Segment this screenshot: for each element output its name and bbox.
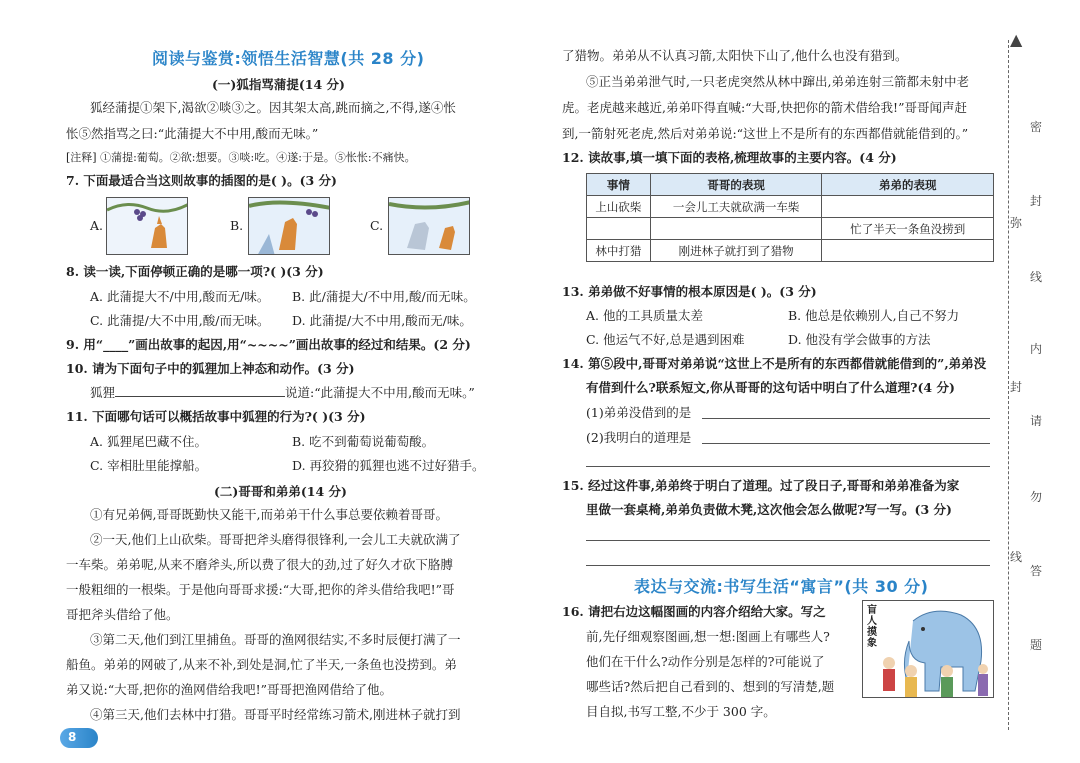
q8-option-c[interactable]: C. 此蒲提/大不中用,酸/而无味。 (90, 313, 270, 328)
q14-part1: (1)弟弟没借到的是 (586, 405, 692, 420)
passage1-line1: 狐经蒲提①架下,渴欲②啖③之。因其架太高,跳而摘之,不得,遂④怅 (90, 100, 456, 115)
q10-blank[interactable] (115, 396, 285, 397)
q7-option-b-label: B. (230, 218, 244, 233)
q13-option-c[interactable]: C. 他运气不好,总是遇到困难 (586, 332, 745, 347)
q10-sentence-end: 说道:“此蒲提大不中用,酸而无味。” (285, 385, 475, 400)
fox-grape-illustration-b (249, 198, 330, 255)
table-row (587, 240, 994, 262)
question-7: 7. 下面最适合当这则故事的插图的是( )。(3 分) (66, 173, 337, 188)
question-12: 12. 读故事,填一填下面的表格,梳理故事的主要内容。(4 分) (562, 150, 897, 165)
passage1-line2: 怅⑤然指骂之曰:“此蒲提大不中用,酸而无味。” (66, 126, 319, 141)
q11-option-d[interactable]: D. 再狡猾的狐狸也逃不过好猎手。 (292, 458, 485, 473)
table-row (587, 218, 994, 240)
question-16-line1: 16. 请把右边这幅图画的内容介绍给大家。写之 (562, 604, 826, 619)
section-title-reading: 阅读与鉴赏:领悟生活智慧(共 28 分) (152, 49, 425, 68)
table-cell-blank[interactable] (587, 218, 651, 240)
passage2-para1: ①有兄弟俩,哥哥既勤快又能干,而弟弟干什么事总要依赖着哥哥。 (90, 507, 448, 522)
q10-sentence-start: 狐狸 (90, 385, 116, 400)
q8-option-d[interactable]: D. 此蒲提/大不中用,酸而无/味。 (292, 313, 472, 328)
passage2-para2-line3: 一般粗细的一根柴。于是他向哥哥求援:“大哥,把你的斧头借给我吧!”哥 (66, 582, 455, 597)
question-9: 9. 用“____”画出故事的起因,用“~~~~”画出故事的经过和结果。(2 分) (66, 337, 471, 352)
image-caption: 盲人摸象 (867, 605, 877, 649)
q11-option-a[interactable]: A. 狐狸尾巴藏不住。 (90, 434, 207, 449)
side-small-2: 封 (1010, 380, 1023, 394)
q14-answer-line-1[interactable] (702, 418, 990, 419)
binding-dashed-line (1008, 40, 1009, 730)
page-number-badge (60, 728, 98, 748)
fox-grape-illustration-a (107, 198, 188, 255)
side-char-1: 密 (1030, 120, 1043, 134)
q12-header-brother: 哥哥的表现 (650, 174, 822, 196)
passage2-para4-line1: ④第三天,他们去林中打猎。哥哥平时经常练习箭术,刚进林子就打到 (90, 707, 461, 722)
q13-option-b[interactable]: B. 他总是依赖别人,自己不努力 (788, 308, 960, 323)
q13-option-a[interactable]: A. 他的工具质量太差 (586, 308, 703, 323)
question-11: 11. 下面哪句话可以概括故事中狐狸的行为?( )(3 分) (66, 409, 366, 424)
q10-sentence (90, 385, 475, 401)
side-char-7: 答 (1030, 564, 1043, 578)
side-char-2: 封 (1030, 194, 1043, 208)
side-char-5: 请 (1030, 414, 1043, 428)
question-10: 10. 请为下面句子中的狐狸加上神态和动作。(3 分) (66, 361, 355, 376)
q12-table (586, 173, 994, 262)
side-small-3: 线 (1010, 550, 1023, 564)
table-cell-blank[interactable] (650, 218, 822, 240)
table-cell-blank[interactable] (822, 196, 994, 218)
right-page (540, 0, 1080, 763)
passage2-para5-line1: ⑤正当弟弟泄气时,一只老虎突然从林中蹿出,弟弟连射三箭都未射中老 (586, 74, 969, 89)
side-char-8: 题 (1030, 638, 1043, 652)
q7-option-a-image[interactable] (106, 197, 188, 255)
passage2-para5-line2: 虎。老虎越来越近,弟弟吓得直喊:“大哥,快把你的箭术借给我!”哥哥闻声赶 (562, 100, 967, 115)
table-cell: 一会儿工夫就砍满一车柴 (650, 196, 822, 218)
side-char-6: 勿 (1030, 490, 1043, 504)
q15-answer-line-1[interactable] (586, 540, 990, 541)
passage2-para4-line2: 了猎物。弟弟从不认真习箭,太阳快下山了,他什么也没有猎到。 (562, 48, 908, 63)
side-small-1: 弥 (1010, 216, 1023, 230)
part2-title: (二)哥哥和弟弟(14 分) (214, 484, 347, 499)
q12-header-event: 事情 (587, 174, 651, 196)
q11-option-b[interactable]: B. 吃不到葡萄说葡萄酸。 (292, 434, 435, 449)
q14-answer-line-2[interactable] (702, 443, 990, 444)
q13-option-d[interactable]: D. 他没有学会做事的方法 (788, 332, 931, 347)
page-number: 8 (68, 730, 77, 744)
fox-grape-illustration-c (389, 198, 470, 255)
question-14-line1: 14. 第⑤段中,哥哥对弟弟说“这世上不是所有的东西都借就能借到的”,弟弟没 (562, 356, 987, 371)
q14-answer-line-3[interactable] (586, 466, 990, 467)
part1-title: (一)狐指骂蒲提(14 分) (212, 77, 345, 92)
passage2-para3-line2: 船鱼。弟弟的网破了,从来不补,到处是洞,忙了半天,一条鱼也没捞到。弟 (66, 657, 457, 672)
q7-option-c-image[interactable] (388, 197, 470, 255)
question-15-line1: 15. 经过这件事,弟弟终于明白了道理。过了段日子,哥哥和弟弟准备为家 (562, 478, 960, 493)
q8-option-a[interactable]: A. 此蒲提大不/中用,酸而无/味。 (90, 289, 270, 304)
question-15-line2: 里做一套桌椅,弟弟负责做木凳,这次他会怎么做呢?写一写。(3 分) (586, 502, 952, 517)
section-title-writing: 表达与交流:书写生活“寓言”(共 30 分) (634, 577, 929, 596)
question-16-line5: 目自拟,书写工整,不少于 300 字。 (586, 704, 776, 719)
table-cell: 刚进林子就打到了猎物 (650, 240, 822, 262)
question-8: 8. 读一读,下面停顿正确的是哪一项?( )(3 分) (66, 264, 324, 279)
q15-answer-line-2[interactable] (586, 565, 990, 566)
question-16-line2: 前,先仔细观察图画,想一想:图画上有哪些人? (586, 629, 830, 644)
passage2-para2-line2: 一车柴。弟弟呢,从来不磨斧头,所以费了很大的劲,过了好久才砍下胳膊 (66, 557, 453, 572)
q7-option-c-label: C. (370, 218, 384, 233)
side-char-4: 内 (1030, 342, 1043, 356)
table-cell: 忙了半天一条鱼没捞到 (822, 218, 994, 240)
q8-option-b[interactable]: B. 此/蒲提大/不中用,酸/而无味。 (292, 289, 476, 304)
table-cell-blank[interactable] (822, 240, 994, 262)
q14-part2: (2)我明白的道理是 (586, 430, 692, 445)
question-16-line3: 他们在干什么?动作分别是怎样的?可能说了 (586, 654, 825, 669)
question-13: 13. 弟弟做不好事情的根本原因是( )。(3 分) (562, 284, 817, 299)
passage2-para2-line1: ②一天,他们上山砍柴。哥哥把斧头磨得很锋利,一会儿工夫就砍满了 (90, 532, 461, 547)
question-14-line2: 有借到什么?联系短文,你从哥哥的这句话中明白了什么道理?(4 分) (586, 380, 955, 395)
table-cell: 林中打猎 (587, 240, 651, 262)
table-row (587, 196, 994, 218)
passage2-para3-line3: 弟又说:“大哥,把你的渔网借给我吧!”哥哥把渔网借给了他。 (66, 682, 392, 697)
rocket-icon: ▲ (1010, 30, 1023, 49)
side-char-3: 线 (1030, 270, 1043, 284)
q11-option-c[interactable]: C. 宰相肚里能撑船。 (90, 458, 208, 473)
q7-option-b-image[interactable] (248, 197, 330, 255)
passage2-para5-line3: 到,一箭射死老虎,然后对弟弟说:“这世上不是所有的东西都借就能借到的。” (562, 126, 969, 141)
q7-option-a-label: A. (90, 218, 104, 233)
q12-table-header (587, 174, 994, 196)
table-cell: 上山砍柴 (587, 196, 651, 218)
question-16-line4: 哪些话?然后把自己看到的、想到的写清楚,题 (586, 679, 835, 694)
passage2-para3-line1: ③第二天,他们到江里捕鱼。哥哥的渔网很结实,不多时辰便打满了一 (90, 632, 461, 647)
annotations: [注释] ①蒲提:葡萄。②欲:想要。③啖:吃。④遂:于是。⑤怅怅:不痛快。 (66, 151, 416, 164)
passage2-para2-line4: 哥把斧头借给了他。 (66, 607, 179, 622)
q12-header-younger: 弟弟的表现 (822, 174, 994, 196)
blind-men-elephant-image (862, 600, 994, 698)
